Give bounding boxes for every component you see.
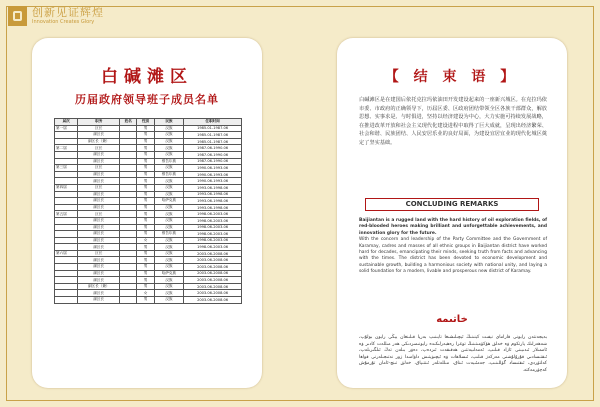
cell-term: 1993.06-1998.06: [184, 191, 242, 198]
cell-ethnic: 哈萨克族: [154, 198, 184, 205]
cell-ethnic: 汉族: [154, 297, 184, 304]
cell-sex: 男: [137, 145, 154, 152]
cell-term: 1998.06-2003.06: [184, 231, 242, 238]
table-row: [55, 283, 242, 290]
cell-period: [55, 264, 78, 271]
cell-post: 副区长: [78, 151, 120, 158]
cell-ethnic: 汉族: [154, 224, 184, 231]
roster-subtitle: 历届政府领导班子成员名单: [75, 93, 219, 106]
cell-ethnic: 汉族: [154, 165, 184, 172]
cell-term: 1998.06-2003.06: [184, 217, 242, 224]
cell-term: 1998.06-2003.06: [184, 244, 242, 251]
cell-term: 2003.06-2008.06: [184, 264, 242, 271]
cell-period: 第一届: [55, 125, 78, 132]
cell-sex: 男: [137, 198, 154, 205]
cell-sex: 男: [137, 165, 154, 172]
cell-name: [120, 178, 137, 185]
cell-period: [55, 237, 78, 244]
cell-name: [120, 277, 137, 284]
header-ethnic: 民族: [154, 119, 184, 126]
table-row: [55, 217, 242, 224]
cell-post: 副区长: [78, 297, 120, 304]
cell-ethnic: 汉族: [154, 184, 184, 191]
table-row: [55, 178, 242, 185]
leadership-table: [54, 118, 242, 304]
table-row: [55, 125, 242, 132]
cell-sex: 男: [137, 217, 154, 224]
cell-post: 副区长: [78, 158, 120, 165]
cell-sex: 男: [137, 297, 154, 304]
cell-term: 1990.06-1993.06: [184, 178, 242, 185]
table-row: [55, 171, 242, 178]
cell-term: 1987.06-1990.06: [184, 151, 242, 158]
cell-sex: 男: [137, 178, 154, 185]
brand-name-cn: 创新见证辉煌: [32, 6, 104, 19]
cell-period: [55, 217, 78, 224]
cell-term: 1987.06-1990.06: [184, 158, 242, 165]
cell-period: 第二届: [55, 145, 78, 152]
cell-term: 1993.06-1998.06: [184, 184, 242, 191]
cell-post: 副区长: [78, 178, 120, 185]
cell-period: [55, 171, 78, 178]
cell-sex: 女: [137, 237, 154, 244]
cell-post: 区长: [78, 125, 120, 132]
district-title: 白碱滩区: [101, 67, 193, 87]
table-row: [55, 158, 242, 165]
cell-post: 副区长（兼）: [78, 138, 120, 145]
cell-post: 副区长: [78, 217, 120, 224]
table-row: [55, 198, 242, 205]
cell-term: 2003.06-2008.06: [184, 257, 242, 264]
cell-ethnic: 汉族: [154, 191, 184, 198]
cell-post: 副区长: [78, 224, 120, 231]
cell-period: 第四届: [55, 184, 78, 191]
cell-period: [55, 231, 78, 238]
right-page: [337, 38, 567, 388]
cell-term: 1985.01-1987.06: [184, 132, 242, 139]
cell-post: 副区长: [78, 171, 120, 178]
cell-period: [55, 198, 78, 205]
table-row: [55, 290, 242, 297]
cell-name: [120, 171, 137, 178]
cell-name: [120, 138, 137, 145]
brand-mark-icon: [8, 6, 27, 26]
cell-term: 2003.06-2008.06: [184, 277, 242, 284]
cell-name: [120, 198, 137, 205]
cell-ethnic: 汉族: [154, 250, 184, 257]
table-row: [55, 204, 242, 211]
cell-term: 1990.06-1993.06: [184, 165, 242, 172]
english-lead: Baijiantan is a rugged land with the hard history of oil exploration fields, of red-blooded heroes making brilliant and unforgettable achievements, and innovation glory for the future.: [359, 218, 547, 236]
cell-period: [55, 244, 78, 251]
table-row: [55, 264, 242, 271]
cell-ethnic: 汉族: [154, 204, 184, 211]
cell-name: [120, 264, 137, 271]
cell-post: 副区长: [78, 132, 120, 139]
cell-name: [120, 231, 137, 238]
brand-name-en: Innovation Creates Glory: [32, 19, 95, 25]
cell-period: [55, 178, 78, 185]
cell-sex: 男: [137, 211, 154, 218]
cell-ethnic: 汉族: [154, 151, 184, 158]
uyghur-title: خاتىمە: [436, 314, 468, 325]
cell-ethnic: 汉族: [154, 138, 184, 145]
cell-name: [120, 224, 137, 231]
cell-sex: 男: [137, 224, 154, 231]
cell-name: [120, 211, 137, 218]
cell-period: 第六届: [55, 250, 78, 257]
cell-sex: 男: [137, 244, 154, 251]
cell-term: 1998.06-2003.06: [184, 224, 242, 231]
cell-ethnic: 汉族: [154, 264, 184, 271]
cell-post: 副区长: [78, 198, 120, 205]
table-row: [55, 145, 242, 152]
cell-post: 区长: [78, 145, 120, 152]
header-sex: 性别: [137, 119, 154, 126]
header-period: 届次: [55, 119, 78, 126]
cell-term: 1990.06-1993.06: [184, 171, 242, 178]
table-row: [55, 257, 242, 264]
table-header-row: [55, 119, 242, 126]
cell-sex: 男: [137, 171, 154, 178]
cell-ethnic: 汉族: [154, 125, 184, 132]
cell-ethnic: 维吾尔族: [154, 171, 184, 178]
cell-sex: 男: [137, 125, 154, 132]
cell-name: [120, 204, 137, 211]
cell-sex: 男: [137, 264, 154, 271]
cell-ethnic: 哈萨克族: [154, 270, 184, 277]
cell-term: 1998.06-2003.06: [184, 237, 242, 244]
cell-name: [120, 165, 137, 172]
header-post: 职务: [78, 119, 120, 126]
english-title: CONCLUDING REMARKS: [365, 198, 539, 211]
cell-period: [55, 277, 78, 284]
cell-post: 副区长: [78, 257, 120, 264]
cell-post: 区长: [78, 211, 120, 218]
table-row: [55, 211, 242, 218]
cell-term: 1985.01-1987.06: [184, 138, 242, 145]
cell-period: 第三届: [55, 165, 78, 172]
cell-sex: 女: [137, 290, 154, 297]
cell-name: [120, 257, 137, 264]
table-row: [55, 138, 242, 145]
cell-ethnic: 汉族: [154, 277, 184, 284]
cell-post: 副区长: [78, 191, 120, 198]
cell-name: [120, 244, 137, 251]
cell-name: [120, 283, 137, 290]
cell-period: [55, 158, 78, 165]
cell-name: [120, 217, 137, 224]
cell-term: 2003.06-2008.06: [184, 297, 242, 304]
cell-post: 副区长: [78, 231, 120, 238]
english-paragraph: With the concern and leadership of the Party Committee and the Government of Karamay, cadres and masses of all ethnic groups in Baijiantan district have worked hard for decades, emancipating their minds, seeking truth from facts and advancing with the times. The district has been devoted to economic development and sustainable growth, building a harmonious society with national unity, and laying a solid foundation for a modern, livable and prosperous new district of Karamay.: [359, 237, 547, 275]
cell-ethnic: 维吾尔族: [154, 231, 184, 238]
cell-post: 副区长: [78, 204, 120, 211]
cell-post: 副区长: [78, 270, 120, 277]
cell-name: [120, 125, 137, 132]
cell-period: [55, 270, 78, 277]
cell-sex: 男: [137, 151, 154, 158]
cell-period: [55, 191, 78, 198]
cell-sex: 男: [137, 250, 154, 257]
brand-text: [32, 7, 104, 25]
cell-period: 第五届: [55, 211, 78, 218]
cell-ethnic: 汉族: [154, 145, 184, 152]
cell-sex: 男: [137, 132, 154, 139]
cell-term: 1985.01-1987.06: [184, 125, 242, 132]
table-row: [55, 132, 242, 139]
cell-term: 2003.06-2008.06: [184, 283, 242, 290]
cell-post: 区长: [78, 184, 120, 191]
cell-ethnic: 汉族: [154, 217, 184, 224]
cell-period: [55, 151, 78, 158]
cell-name: [120, 132, 137, 139]
cell-sex: 男: [137, 231, 154, 238]
cell-ethnic: 汉族: [154, 257, 184, 264]
table-body: [55, 125, 242, 303]
table-row: [55, 165, 242, 172]
chinese-paragraph: 白碱滩区是在建国后依托克拉玛依油田开发建设起来的一座新兴城区。在克拉玛依市委、市政府的正确领导下，历届区委、区政府团结带领全区各族干部群众，解放思想、实事求是、与时俱进，坚持以经济建设为中心，大力实施可持续发展战略，在推进改革开放和社会主义现代化建设进程中取得了巨大成就，呈现出经济繁荣、社会和谐、民族团结、人民安居乐业的良好局面，为建设宜居宜业的现代化城区奠定了坚实基础。: [359, 97, 547, 146]
cell-sex: 男: [137, 158, 154, 165]
cell-post: 副区长: [78, 237, 120, 244]
cell-period: [55, 204, 78, 211]
cell-sex: 男: [137, 138, 154, 145]
cell-ethnic: 维吾尔族: [154, 158, 184, 165]
cell-name: [120, 237, 137, 244]
cell-term: 1987.06-1990.06: [184, 145, 242, 152]
cell-term: 2003.06-2008.06: [184, 250, 242, 257]
cell-term: 1998.06-2003.06: [184, 211, 242, 218]
cell-period: [55, 138, 78, 145]
cell-ethnic: 汉族: [154, 132, 184, 139]
cell-term: 2003.06-2008.06: [184, 290, 242, 297]
cell-period: [55, 224, 78, 231]
cell-period: [55, 290, 78, 297]
cell-ethnic: 汉族: [154, 283, 184, 290]
cell-sex: 男: [137, 184, 154, 191]
cell-term: 2003.06-2008.06: [184, 270, 242, 277]
brand-logo: [8, 6, 104, 26]
table-row: [55, 231, 242, 238]
cell-term: 1993.06-1998.06: [184, 198, 242, 205]
uyghur-paragraph: بەيجەنتەن رايونى قاراماي نېفىت كېنىنىڭ ئېچىلىشىغا تايىنىپ بەرپا قىلىنغان يېڭى رايون بولۇپ، شەھەرلىك پارتكوم ۋە خەلق ھۆكۈمىتىنىڭ توغرا رەھبەرلىكىدە رايونىمىزدىكى ھەر مىللەت كادىر ۋە ئاممىلار ئىدىيىنى ئازاد قىلىپ، ئەمەلىيەتتىن ھەقىقەت ئىزدەپ، دەۋر بىلەن تەڭ ئىلگىرىلەپ، ئىقتىسادىي قۇرۇلۇشنى مەركەز قىلىپ، ئىسلاھات ۋە ئېچىۋېتىش داۋامىدا زور نەتىجىلەرنى قولغا كەلتۈردى، ئىقتىساد گۈللىنىپ، جەمئىيەت ئىناق، مىللەتلەر ئىتتىپاق، خەلق تىنچ-ئامان تۇرمۇش كەچۈرمەكتە.: [359, 335, 547, 373]
cell-term: 1993.06-1998.06: [184, 204, 242, 211]
cell-period: [55, 132, 78, 139]
cell-name: [120, 297, 137, 304]
table-row: [55, 270, 242, 277]
cell-ethnic: 汉族: [154, 290, 184, 297]
left-page: [32, 38, 262, 388]
cell-name: [120, 158, 137, 165]
table-row: [55, 277, 242, 284]
table-row: [55, 184, 242, 191]
cell-post: 副区长: [78, 264, 120, 271]
cell-name: [120, 151, 137, 158]
header-term: 任职时间: [184, 119, 242, 126]
cell-period: [55, 283, 78, 290]
table-row: [55, 224, 242, 231]
cell-period: [55, 297, 78, 304]
cell-sex: 男: [137, 191, 154, 198]
cell-ethnic: 汉族: [154, 244, 184, 251]
cell-name: [120, 290, 137, 297]
cell-ethnic: 汉族: [154, 237, 184, 244]
cell-sex: 男: [137, 283, 154, 290]
table-row: [55, 151, 242, 158]
cell-ethnic: 汉族: [154, 178, 184, 185]
table-row: [55, 250, 242, 257]
cell-post: 区长: [78, 250, 120, 257]
cell-name: [120, 270, 137, 277]
cell-ethnic: 汉族: [154, 211, 184, 218]
cell-name: [120, 145, 137, 152]
cell-sex: 男: [137, 204, 154, 211]
cell-post: 副区长: [78, 290, 120, 297]
table-row: [55, 244, 242, 251]
cell-post: 副区长（兼）: [78, 283, 120, 290]
cell-sex: 男: [137, 257, 154, 264]
table-row: [55, 191, 242, 198]
cell-period: [55, 257, 78, 264]
cell-post: 副区长: [78, 244, 120, 251]
header-name: 姓名: [120, 119, 137, 126]
table-row: [55, 297, 242, 304]
english-text: [359, 218, 547, 276]
cell-sex: 男: [137, 277, 154, 284]
cell-post: 区长: [78, 165, 120, 172]
cell-post: 副区长: [78, 277, 120, 284]
cell-sex: 男: [137, 270, 154, 277]
cell-name: [120, 250, 137, 257]
cell-name: [120, 184, 137, 191]
table-row: [55, 237, 242, 244]
cell-name: [120, 191, 137, 198]
concluding-title: 【 结 束 语 】: [384, 69, 520, 85]
